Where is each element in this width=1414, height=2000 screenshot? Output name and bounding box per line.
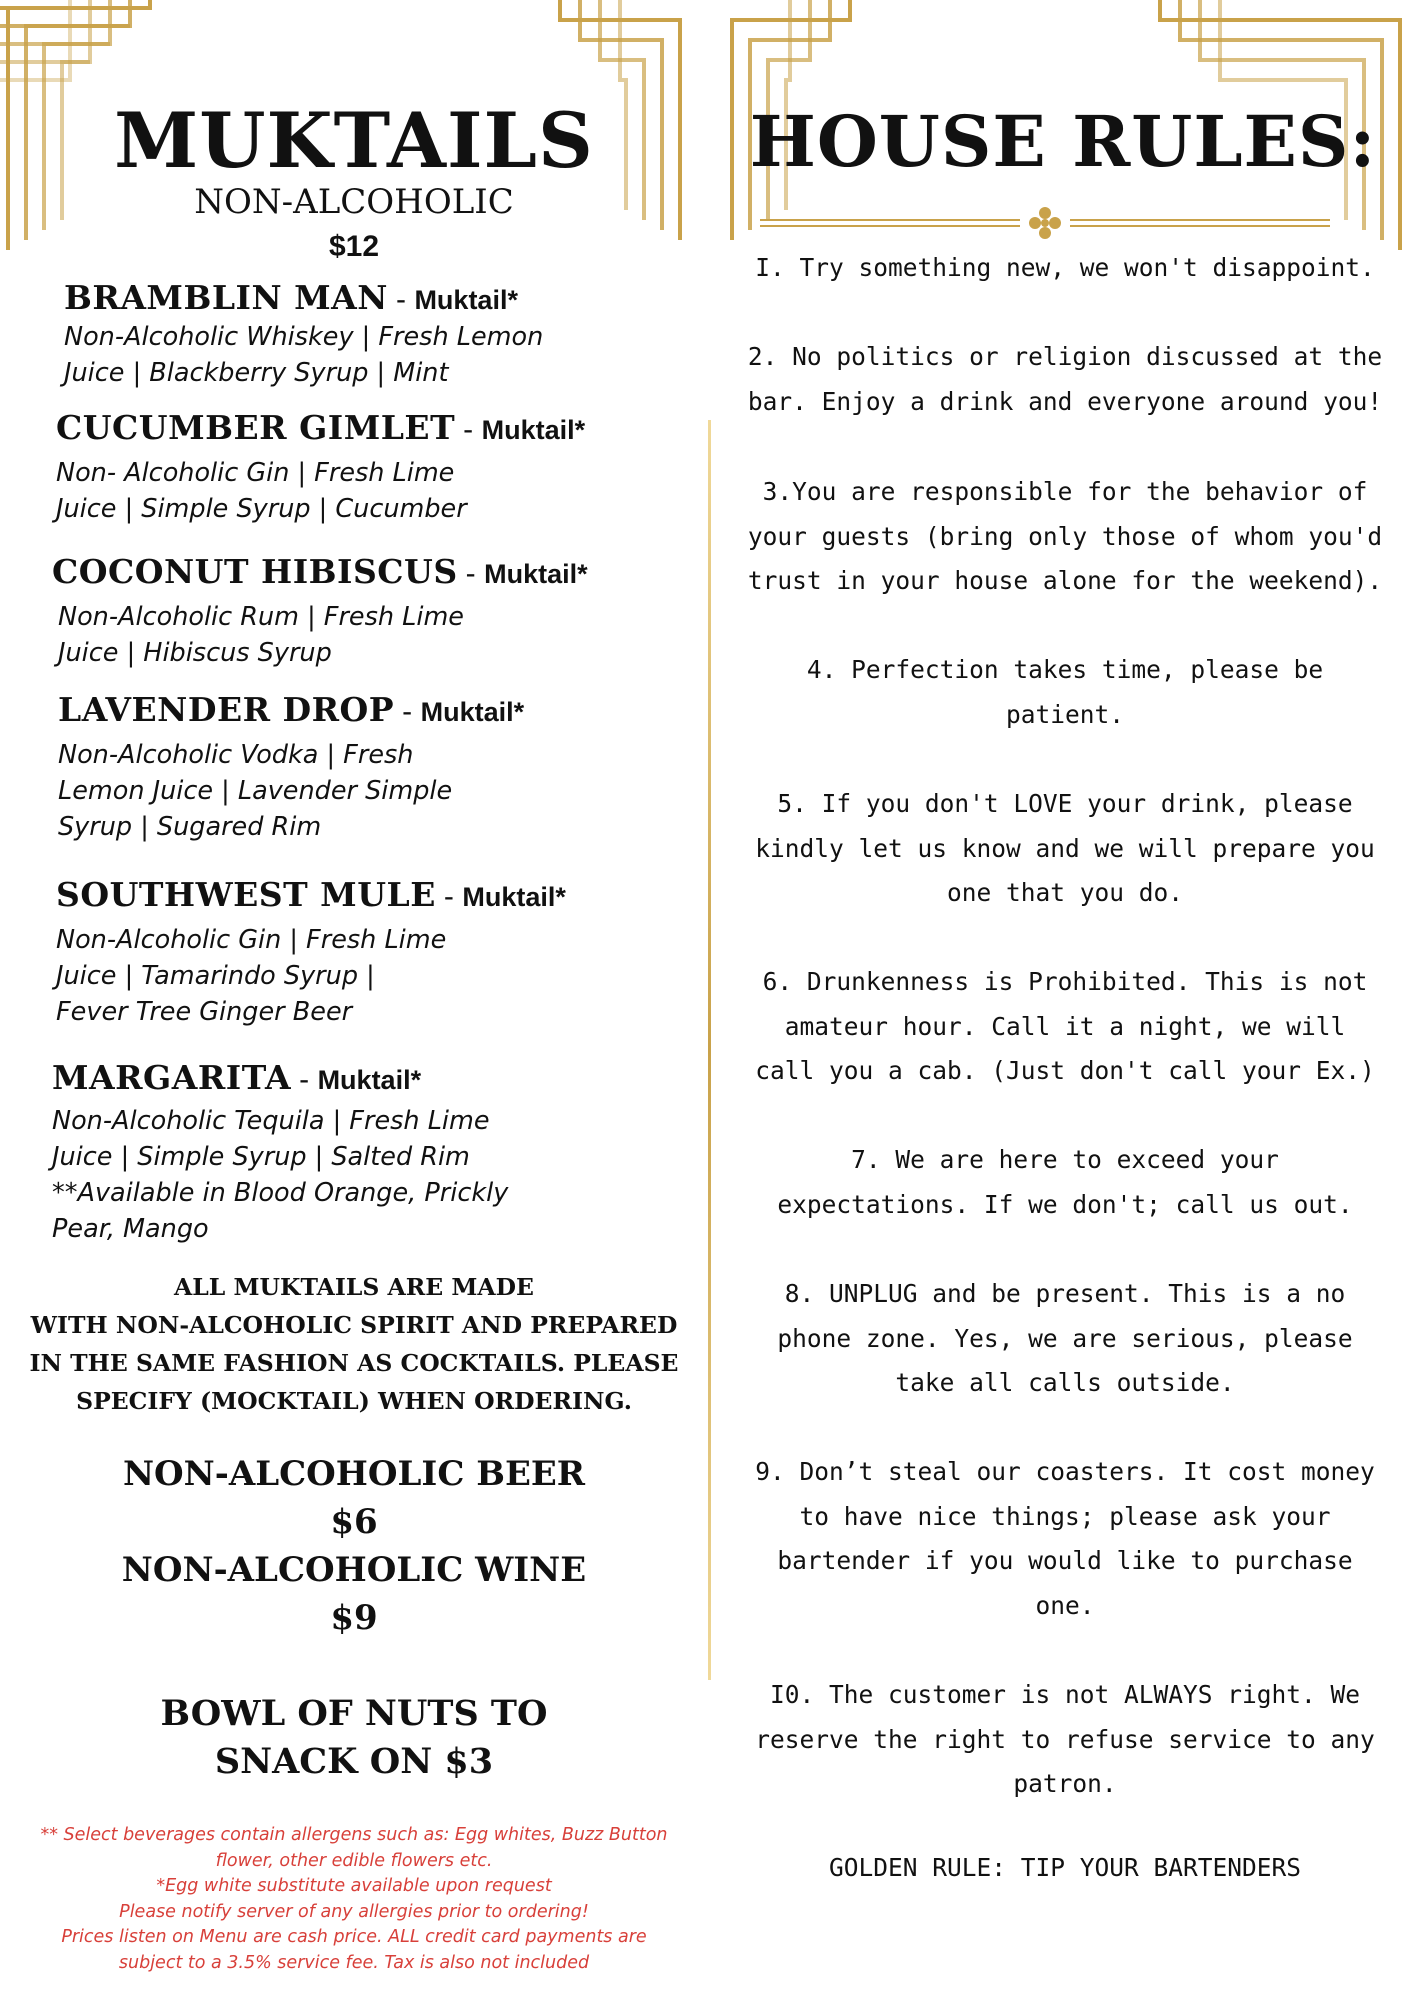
menu-title: MUKTAILS <box>114 96 594 185</box>
drink-tag: Muktail* <box>481 415 586 445</box>
menu-subtitle: NON-ALCOHOLIC <box>194 182 514 222</box>
rule-item: I. Try something new, we won't disappoint. <box>755 253 1375 282</box>
house-rules-title: HOUSE RULES: <box>749 100 1377 183</box>
drink-item: LAVENDER DROP - Muktail* Non-Alcoholic Vodka | Fresh Lemon Juice | Lavender Simple Syrup | Sugared Rim <box>58 690 524 845</box>
drink-item: BRAMBLIN MAN - Muktail* Non-Alcoholic Whiskey | Fresh Lemon Juice | Blackberry Syrup | Mint <box>64 278 543 391</box>
drink-description: Non-Alcoholic Gin | Fresh Lime Juice | Tamarindo Syrup | Fever Tree Ginger Beer <box>56 925 447 1027</box>
drink-name: LAVENDER DROP <box>58 690 395 729</box>
drink-tag: Muktail* <box>484 559 588 589</box>
drink-tag: Muktail* <box>414 285 518 315</box>
drink-name: COCONUT HIBISCUS <box>52 552 458 591</box>
extra-label: NON-ALCOHOLIC BEER <box>122 1454 586 1494</box>
column-divider <box>708 420 711 1680</box>
rule-item: 9. Don’t steal our coasters. It cost money to have nice things; please ask your bartender if you would like to purchase one. <box>755 1457 1375 1620</box>
drink-description: Non-Alcoholic Tequila | Fresh Lime Juice | Simple Syrup | Salted Rim **Available in Blood Orange, Prickly Pear, Mango <box>52 1106 509 1244</box>
rule-item: 4. Perfection takes time, please be patient. <box>806 655 1324 729</box>
extra-price: $9 <box>330 1598 378 1638</box>
extra-label: NON-ALCOHOLIC WINE <box>121 1550 587 1590</box>
rule-item: 2. No politics or religion discussed at the bar. Enjoy a drink and everyone around you! <box>747 342 1383 416</box>
drink-name: MARGARITA <box>52 1058 292 1097</box>
drink-name: SOUTHWEST MULE <box>56 875 436 914</box>
drink-tag: Muktail* <box>462 882 566 912</box>
drink-name: BRAMBLIN MAN <box>64 278 388 317</box>
drink-tag: Muktail* <box>420 697 525 727</box>
rule-item: 5. If you don't LOVE your drink, please kindly let us know and we will prepare you one that you do. <box>755 789 1375 907</box>
rule-item: 7. We are here to exceed your expectations. If we don't; call us out. <box>777 1145 1353 1219</box>
drink-description: Non- Alcoholic Gin | Fresh Lime Juice | Simple Syrup | Cucumber <box>56 458 467 524</box>
allergen-notice: ** Select beverages contain allergens such as: Egg whites, Buzz Button flower, other edible flowers etc. *Egg white substitute available upon request Please notify server of any allergies prior to ordering! Prices listen on Menu are cash price. ALL credit card payments are subject to a 3.5% service fee. Tax is also not included <box>40 1825 668 1973</box>
drink-description: Non-Alcoholic Rum | Fresh Lime Juice | Hibiscus Syrup <box>58 602 464 668</box>
drink-tag: Muktail* <box>317 1065 422 1095</box>
muktail-price: $12 <box>328 230 380 263</box>
rule-item: 3.You are responsible for the behavior of your guests (bring only those of whom you'd trust in your house alone for the weekend). <box>747 477 1383 595</box>
drink-item: SOUTHWEST MULE - Muktail* Non-Alcoholic Gin | Fresh Lime Juice | Tamarindo Syrup | Fever Tree Ginger Beer <box>56 875 566 1030</box>
drink-item: MARGARITA - Muktail* Non-Alcoholic Tequila | Fresh Lime Juice | Simple Syrup | Salted Rim **Available in Blood Orange, Prickly Pear, Mango <box>52 1058 508 1247</box>
golden-rule: GOLDEN RULE: TIP YOUR BARTENDERS <box>828 1853 1301 1882</box>
drink-description: Non-Alcoholic Whiskey | Fresh Lemon Juice | Blackberry Syrup | Mint <box>64 322 544 388</box>
extras-list <box>0 1450 708 1642</box>
rule-item: 6. Drunkenness is Prohibited. This is not amateur hour. Call it a night, we will call you a cab. (Just don't call your Ex.) <box>755 967 1375 1085</box>
preparation-note: ALL MUKTAILS ARE MADE WITH NON-ALCOHOLIC SPIRIT AND PREPARED IN THE SAME FASHION AS COCKTAILS. PLEASE SPECIFY (MOCKTAIL) WHEN ORDERING. <box>29 1273 679 1415</box>
drink-item: CUCUMBER GIMLET - Muktail* Non- Alcoholic Gin | Fresh Lime Juice | Simple Syrup | Cucumber <box>56 408 585 527</box>
rule-item: I0. The customer is not ALWAYS right. We reserve the right to refuse service to any patron. <box>755 1680 1375 1798</box>
drink-item: COCONUT HIBISCUS - Muktail* Non-Alcoholic Rum | Fresh Lime Juice | Hibiscus Syrup <box>52 552 588 671</box>
fleur-ornament-icon <box>1029 207 1061 239</box>
drink-description: Non-Alcoholic Vodka | Fresh Lemon Juice | Lavender Simple Syrup | Sugared Rim <box>58 740 453 842</box>
rule-item: 8. UNPLUG and be present. This is a no phone zone. Yes, we are serious, please take all calls outside. <box>777 1279 1353 1397</box>
extra-price: $6 <box>330 1502 378 1542</box>
drink-name: CUCUMBER GIMLET <box>56 408 456 447</box>
nuts-offer: BOWL OF NUTS TO SNACK ON $3 <box>160 1693 548 1782</box>
